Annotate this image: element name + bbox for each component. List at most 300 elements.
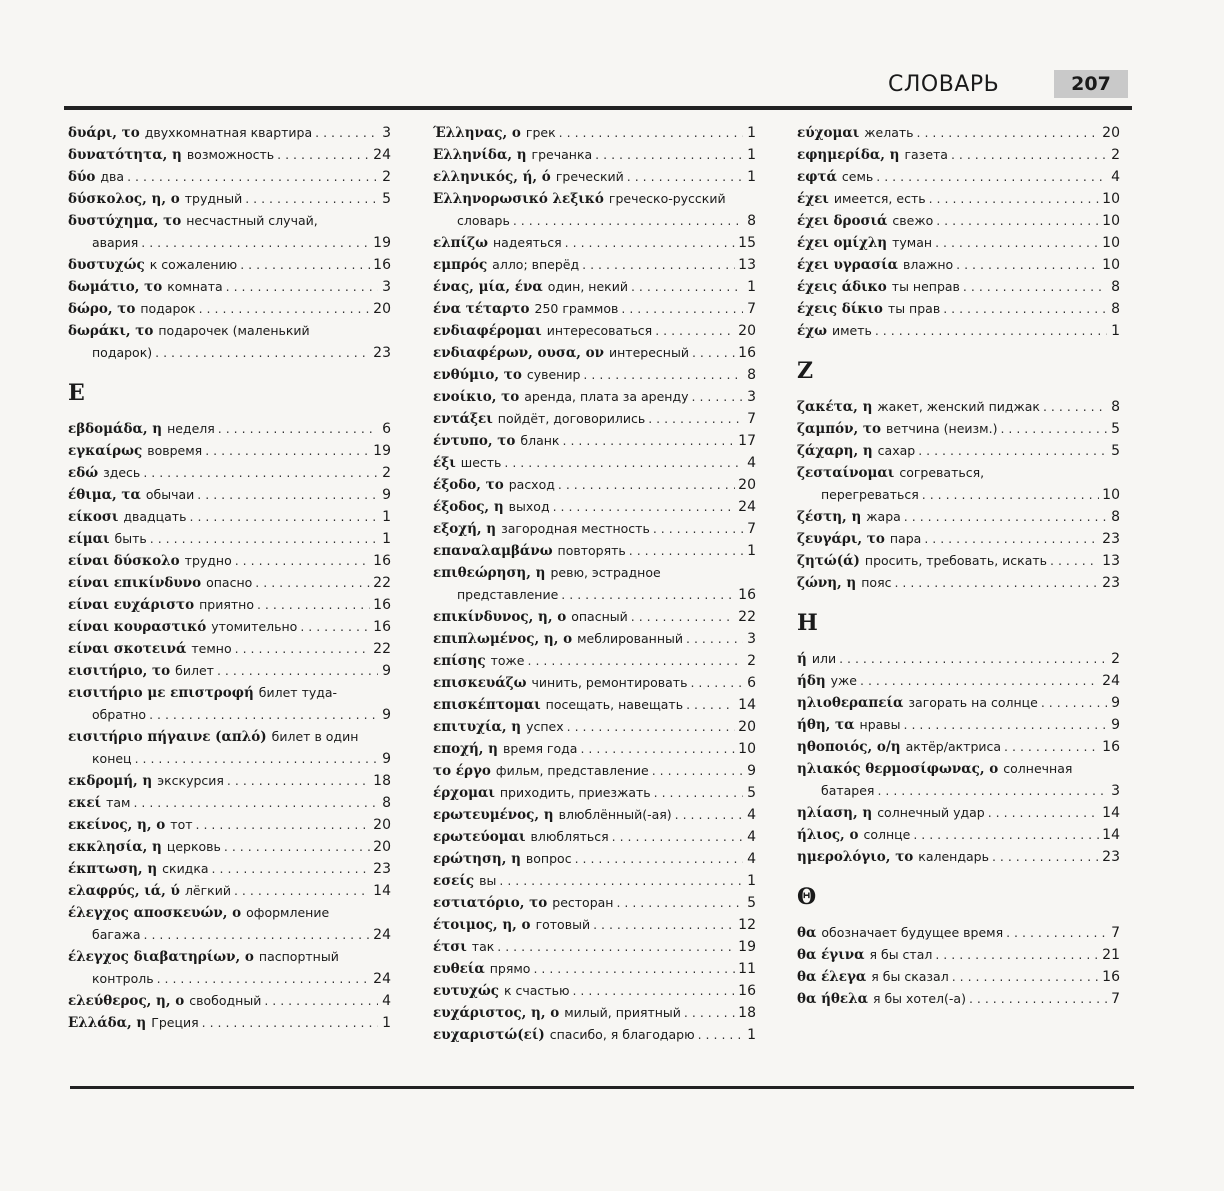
headword: ελεύθερος, η, ο — [68, 993, 185, 1009]
headword: ερώτηση, η — [433, 851, 521, 867]
lesson-number: 20 — [373, 817, 391, 833]
translation: солнце — [863, 827, 911, 842]
lesson-number: 9 — [382, 707, 391, 723]
leader-dots — [205, 440, 370, 462]
lesson-number: 13 — [738, 257, 756, 273]
dictionary-entry — [433, 760, 756, 782]
headword: ενοίκιο, το — [433, 389, 520, 405]
entry-line — [433, 122, 756, 144]
headword: εγκαίρως — [68, 443, 143, 459]
dictionary-entry — [797, 922, 1120, 944]
leader-dots — [894, 572, 1099, 594]
headword: ελαφρύς, ιά, ύ — [68, 883, 180, 899]
lesson-number: 10 — [1102, 257, 1120, 273]
entry-line — [68, 276, 391, 298]
leader-dots — [212, 858, 371, 880]
translation: 250 граммов — [534, 301, 619, 316]
dictionary-entry — [433, 408, 756, 430]
dictionary-entry — [433, 364, 756, 386]
leader-dots — [497, 936, 735, 958]
headword: θα έγινα — [797, 947, 865, 963]
entry-line — [797, 944, 1120, 966]
headword: επιπλωμένος, η, ο — [433, 631, 573, 647]
leader-dots — [264, 990, 378, 1012]
headword: επικίνδυνος, η, ο — [433, 609, 567, 625]
dictionary-entry — [433, 144, 756, 166]
lesson-number: 16 — [1102, 739, 1120, 755]
dictionary-entry — [68, 1012, 391, 1034]
translation: жара — [866, 509, 901, 524]
dictionary-entry — [68, 770, 391, 792]
dictionary-entry — [68, 594, 391, 616]
headword: δυνατότητα, η — [68, 147, 182, 163]
leader-dots — [963, 276, 1107, 298]
dictionary-entry — [797, 418, 1120, 440]
headword: ζεσταίνομαι — [797, 465, 895, 481]
entry-line — [68, 484, 391, 506]
entry-line — [433, 364, 756, 386]
translation: возможность — [186, 147, 275, 162]
lesson-number: 9 — [382, 663, 391, 679]
lesson-number: 4 — [747, 455, 756, 471]
entry-line — [433, 804, 756, 826]
headword: ηλίαση, η — [797, 805, 873, 821]
dictionary-entry — [797, 692, 1120, 714]
leader-dots — [917, 122, 1100, 144]
dictionary-entry — [68, 660, 391, 682]
translation: имеется, есть — [833, 191, 926, 206]
lesson-number: 13 — [1102, 553, 1120, 569]
leader-dots — [561, 584, 735, 606]
lesson-number: 16 — [373, 597, 391, 613]
dictionary-entry — [68, 792, 391, 814]
entry-line — [68, 440, 391, 462]
lesson-number: 5 — [747, 785, 756, 801]
leader-dots — [155, 342, 370, 364]
translation: билет — [175, 663, 214, 678]
translation: ты неправ — [891, 279, 960, 294]
entry-line — [68, 902, 391, 924]
lesson-number: 19 — [738, 939, 756, 955]
lesson-number: 9 — [747, 763, 756, 779]
headword: εφτά — [797, 169, 837, 185]
translation: я бы сказал — [871, 969, 949, 984]
headword: ευχαριστώ(εί) — [433, 1027, 545, 1043]
leader-dots — [218, 418, 378, 440]
leader-dots — [913, 824, 1099, 846]
headword: εισιτήριο με επιστροφή — [68, 685, 254, 701]
lesson-number: 8 — [747, 367, 756, 383]
headword: έχει δροσιά — [797, 213, 888, 229]
leader-dots — [648, 408, 743, 430]
translation: ресторан — [552, 895, 614, 910]
lesson-number: 9 — [1111, 695, 1120, 711]
headword: Έλληνας, ο — [433, 125, 521, 141]
lesson-number: 4 — [747, 851, 756, 867]
dictionary-entry — [433, 914, 756, 936]
dictionary-entry — [797, 320, 1120, 342]
entry-line — [433, 408, 756, 430]
entry-line — [68, 880, 391, 902]
translation-continued: багажа — [92, 927, 141, 942]
translation: гречанка — [531, 147, 593, 162]
entry-line — [433, 1024, 756, 1046]
translation: там — [106, 795, 131, 810]
entry-line — [68, 418, 391, 440]
entry-line — [797, 254, 1120, 276]
leader-dots — [935, 232, 1099, 254]
headword: ήδη — [797, 673, 826, 689]
translation: влюбляться — [530, 829, 609, 844]
leader-dots — [654, 782, 743, 804]
leader-dots — [684, 1002, 735, 1024]
headword: ερωτευμένος, η — [433, 807, 554, 823]
headword: δύσκολος, η, ο — [68, 191, 180, 207]
lesson-number: 23 — [1102, 575, 1120, 591]
translation: загорать на солнце — [908, 695, 1038, 710]
headword: εσείς — [433, 873, 475, 889]
dictionary-entry — [797, 824, 1120, 846]
translation: уже — [830, 673, 857, 688]
leader-dots — [300, 616, 370, 638]
dictionary-entry — [68, 836, 391, 858]
dictionary-entry — [797, 736, 1120, 758]
translation: нравы — [859, 717, 901, 732]
leader-dots — [234, 880, 370, 902]
leader-dots — [196, 814, 371, 836]
dictionary-entry — [433, 738, 756, 760]
lesson-number: 1 — [747, 873, 756, 889]
lesson-number: 20 — [373, 839, 391, 855]
lesson-number: 8 — [1111, 399, 1120, 415]
translation: готовый — [535, 917, 591, 932]
headword: είκοσι — [68, 509, 119, 525]
lesson-number: 16 — [373, 553, 391, 569]
leader-dots — [992, 846, 1099, 868]
translation: солнечная — [1003, 761, 1073, 776]
entry-line — [433, 518, 756, 540]
dictionary-entry — [433, 540, 756, 562]
headword: ένας, μία, ένα — [433, 279, 543, 295]
dictionary-entry — [68, 990, 391, 1012]
entry-line — [797, 144, 1120, 166]
entry-line — [797, 320, 1120, 342]
leader-dots — [235, 550, 370, 572]
lesson-number: 10 — [1102, 235, 1120, 251]
translation: темно — [191, 641, 232, 656]
headword: εκεί — [68, 795, 102, 811]
dictionary-entry — [797, 144, 1120, 166]
headword: έξοδος, η — [433, 499, 504, 515]
leader-dots — [528, 650, 744, 672]
translation: вопрос — [525, 851, 572, 866]
leader-dots — [956, 254, 1099, 276]
headword: έλεγχος διαβατηρίων, ο — [68, 949, 254, 965]
dictionary-entry — [433, 298, 756, 320]
lesson-number: 10 — [1102, 487, 1120, 503]
entry-line — [68, 660, 391, 682]
entry-line — [797, 232, 1120, 254]
headword: επισκευάζω — [433, 675, 527, 691]
translation: здесь — [103, 465, 141, 480]
entry-line — [68, 1012, 391, 1034]
entry-line — [68, 594, 391, 616]
leader-dots — [315, 122, 378, 144]
headword: ή — [797, 651, 807, 667]
translation: чинить, ремонтировать — [531, 675, 688, 690]
lesson-number: 7 — [1111, 925, 1120, 941]
leader-dots — [1043, 396, 1107, 418]
translation: экскурсия — [157, 773, 224, 788]
translation: грек — [525, 125, 556, 140]
leader-dots — [875, 320, 1107, 342]
leader-dots — [929, 188, 1100, 210]
header-divider — [64, 106, 1132, 110]
translation: вовремя — [147, 443, 203, 458]
lesson-number: 23 — [1102, 849, 1120, 865]
dictionary-entry — [797, 714, 1120, 736]
leader-dots — [558, 474, 735, 496]
headword: δύο — [68, 169, 96, 185]
lesson-number: 8 — [747, 213, 756, 229]
translation: согреваться, — [899, 465, 985, 480]
entry-line — [433, 892, 756, 914]
dictionary-entry — [68, 528, 391, 550]
dictionary-entry — [68, 418, 391, 440]
entry-line — [433, 958, 756, 980]
dictionary-entry — [797, 122, 1120, 144]
leader-dots — [143, 462, 378, 484]
translation-continued: контроль — [92, 971, 154, 986]
lesson-number: 14 — [373, 883, 391, 899]
translation: два — [100, 169, 125, 184]
translation: трудно — [184, 553, 232, 568]
entry-line — [797, 396, 1120, 418]
entry-line — [68, 462, 391, 484]
lesson-number: 21 — [1102, 947, 1120, 963]
leader-dots — [572, 980, 735, 1002]
translation: повторять — [557, 543, 626, 558]
dictionary-entry — [797, 670, 1120, 692]
headword: εμπρός — [433, 257, 488, 273]
dictionary-entry — [433, 474, 756, 496]
leader-dots — [202, 1012, 378, 1034]
dictionary-entry — [433, 958, 756, 980]
translation: один, некий — [547, 279, 628, 294]
lesson-number: 1 — [1111, 323, 1120, 339]
translation: солнечный удар — [877, 805, 985, 820]
lesson-number: 18 — [373, 773, 391, 789]
leader-dots — [583, 364, 743, 386]
dictionary-entry — [433, 386, 756, 408]
entry-line — [797, 440, 1120, 462]
lesson-number: 8 — [382, 795, 391, 811]
leader-dots — [127, 166, 378, 188]
lesson-number: 8 — [1111, 301, 1120, 317]
headword: επίσης — [433, 653, 486, 669]
lesson-number: 3 — [382, 125, 391, 141]
entry-line — [433, 870, 756, 892]
entry-line — [433, 540, 756, 562]
leader-dots — [257, 594, 370, 616]
lesson-number: 20 — [738, 719, 756, 735]
leader-dots — [224, 836, 370, 858]
entry-line — [797, 846, 1120, 868]
headword: έντυπο, το — [433, 433, 516, 449]
translation: оформление — [246, 905, 330, 920]
leader-dots — [951, 144, 1107, 166]
entry-line — [433, 342, 756, 364]
translation: просить, требовать, искать — [864, 553, 1048, 568]
lesson-number: 22 — [373, 641, 391, 657]
lesson-number: 8 — [1111, 509, 1120, 525]
leader-dots — [595, 144, 743, 166]
entry-line — [433, 760, 756, 782]
dictionary-entry — [433, 980, 756, 1002]
translation: к сожалению — [149, 257, 238, 272]
headword: έχει υγρασία — [797, 257, 899, 273]
leader-dots — [567, 716, 736, 738]
translation: греческо-русский — [608, 191, 726, 206]
translation: опасно — [206, 575, 253, 590]
lesson-number: 7 — [747, 411, 756, 427]
headword: δυστυχώς — [68, 257, 145, 273]
dictionary-entry — [797, 440, 1120, 462]
headword: ήθη, τα — [797, 717, 855, 733]
translation: двадцать — [123, 509, 187, 524]
lesson-number: 10 — [1102, 213, 1120, 229]
leader-dots — [988, 802, 1099, 824]
lesson-number: 2 — [1111, 147, 1120, 163]
leader-dots — [918, 440, 1107, 462]
lesson-number: 5 — [382, 191, 391, 207]
entry-line — [797, 418, 1120, 440]
translation: надеяться — [492, 235, 562, 250]
dictionary-entry — [433, 672, 756, 694]
translation: скидка — [162, 861, 209, 876]
entry-line — [68, 858, 391, 880]
translation: успех — [526, 719, 564, 734]
entry-line — [797, 462, 1120, 484]
dictionary-entry — [797, 758, 1120, 802]
entry-line — [433, 936, 756, 958]
dictionary-entry — [433, 562, 756, 606]
entry-line — [68, 616, 391, 638]
leader-dots — [582, 254, 735, 276]
entry-line — [433, 1002, 756, 1024]
dictionary-entry — [433, 826, 756, 848]
lesson-number: 9 — [382, 487, 391, 503]
leader-dots — [235, 638, 371, 660]
dictionary-entry — [433, 166, 756, 188]
leader-dots — [199, 298, 371, 320]
lesson-number: 20 — [373, 301, 391, 317]
dictionary-entry — [68, 166, 391, 188]
translation: быть — [114, 531, 147, 546]
headword: δυστύχημα, το — [68, 213, 182, 229]
lesson-number: 1 — [382, 509, 391, 525]
dictionary-entry — [433, 122, 756, 144]
leader-dots — [226, 276, 378, 298]
translation: пара — [889, 531, 922, 546]
headword: είναι ευχάριστο — [68, 597, 195, 613]
dictionary-entry — [68, 946, 391, 990]
headword: είναι κουραστικό — [68, 619, 207, 635]
section-letter: Θ — [797, 884, 817, 910]
entry-line — [797, 736, 1120, 758]
translation: шесть — [460, 455, 502, 470]
entry-line — [797, 276, 1120, 298]
dictionary-entry — [68, 188, 391, 210]
leader-dots — [245, 188, 378, 210]
entry-line — [433, 430, 756, 452]
headword: ήλιος, ο — [797, 827, 859, 843]
entry-line — [433, 298, 756, 320]
dictionary-entry — [433, 254, 756, 276]
translation: к счастью — [503, 983, 570, 998]
lesson-number: 4 — [382, 993, 391, 1009]
dictionary-entry — [797, 166, 1120, 188]
dictionary-entry — [433, 188, 756, 232]
translation: трудный — [184, 191, 243, 206]
leader-dots — [943, 298, 1107, 320]
headword: είμαι — [68, 531, 110, 547]
dictionary-entry — [433, 716, 756, 738]
translation: ты прав — [887, 301, 941, 316]
headword: έχεις δίκιο — [797, 301, 883, 317]
entry-continuation-line — [68, 924, 391, 946]
translation: аренда, плата за аренду — [524, 389, 689, 404]
section-letter: Ε — [68, 380, 85, 406]
entry-line — [433, 496, 756, 518]
entry-continuation-line — [68, 342, 391, 364]
entry-line — [433, 232, 756, 254]
lesson-number: 16 — [1102, 969, 1120, 985]
lesson-number: 8 — [1111, 279, 1120, 295]
headword: ευτυχώς — [433, 983, 499, 999]
translation: билет в один — [271, 729, 359, 744]
entry-line — [433, 606, 756, 628]
leader-dots — [504, 452, 743, 474]
headword: ενδιαφέρομαι — [433, 323, 542, 339]
translation: или — [811, 651, 837, 666]
entry-line — [433, 826, 756, 848]
entry-line — [68, 210, 391, 232]
lesson-number: 19 — [373, 235, 391, 251]
entry-continuation-line — [68, 748, 391, 770]
entry-line — [433, 254, 756, 276]
headword: ηλιακός θερμοσίφωνας, ο — [797, 761, 999, 777]
entry-continuation-line — [797, 484, 1120, 506]
lesson-number: 7 — [747, 301, 756, 317]
dictionary-entry — [797, 276, 1120, 298]
dictionary-entry — [68, 616, 391, 638]
dictionary-entry — [797, 396, 1120, 418]
translation: семь — [841, 169, 874, 184]
translation: лёгкий — [184, 883, 231, 898]
headword: εδώ — [68, 465, 99, 481]
lesson-number: 1 — [747, 169, 756, 185]
leader-dots — [952, 966, 1099, 988]
page-title: СЛОВАРЬ — [888, 72, 1000, 97]
entry-line — [68, 792, 391, 814]
translation: свежо — [892, 213, 934, 228]
headword: εύχομαι — [797, 125, 860, 141]
lesson-number: 19 — [373, 443, 391, 459]
translation: подарок — [140, 301, 196, 316]
leader-dots — [141, 232, 370, 254]
dictionary-entry — [433, 936, 756, 958]
